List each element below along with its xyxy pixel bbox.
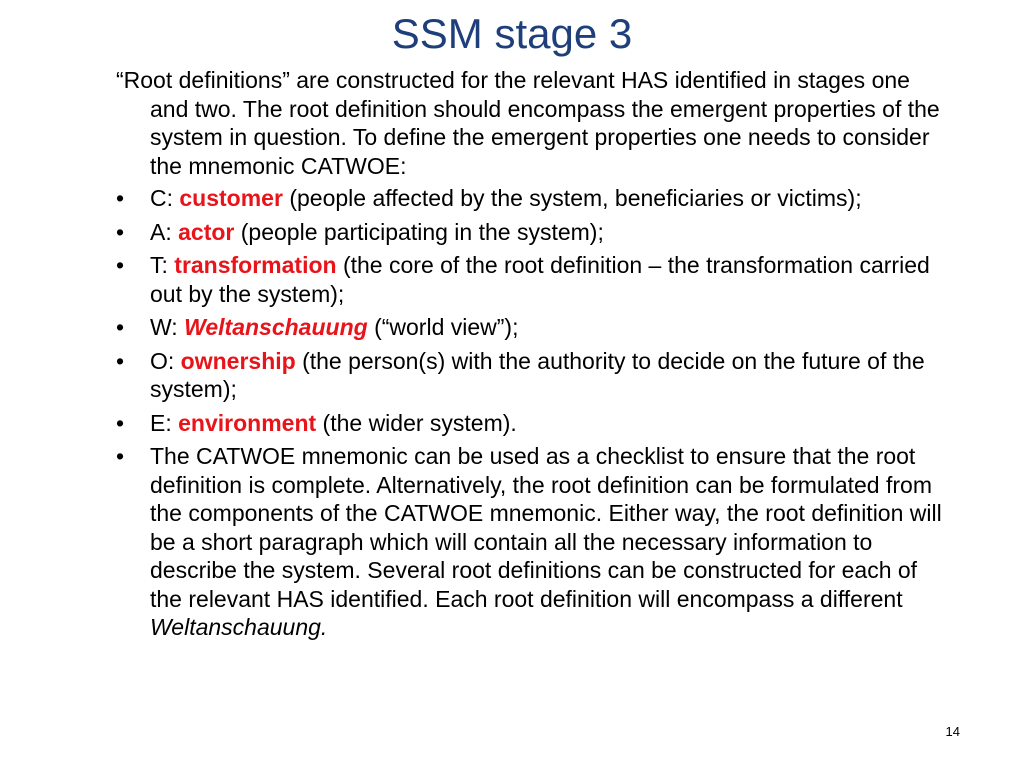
bullet-icon: • <box>116 347 125 374</box>
bullet-ownership <box>116 347 946 404</box>
bullet-prefix: T: <box>150 252 175 278</box>
bullet-environment <box>116 409 946 438</box>
keyword-weltanschauung: Weltanschauung <box>184 314 368 340</box>
keyword-actor: actor <box>178 218 235 245</box>
bullet-description: (the core of the root definition – the transformation carried out by the system); <box>150 252 930 307</box>
closing-text: The CATWOE mnemonic can be used as a checklist to ensure that the root definition is complete. Alternatively, the root definition can be formulated from the components of the CATWOE mnemonic. Either way, the root definition will be a short paragraph which will contain all the necessary information to describe the system. Several root definitions can be constructed for each of the relevant HAS identified. Each root definition will encompass a different <box>150 443 942 612</box>
intro-paragraph: “Root definitions” are constructed for the relevant HAS identified in stages one and two. The root definition should encompass the emergent properties of the system in question. To define the emergent properties one needs to consider the mnemonic CATWOE: <box>116 67 940 179</box>
bullet-customer <box>116 184 946 213</box>
page-number: 14 <box>945 724 960 739</box>
bullet-prefix: C: <box>150 185 180 211</box>
bullet-closing-paragraph <box>116 442 946 642</box>
bullet-description: (“world view”); <box>367 314 519 340</box>
closing-italic-term: Weltanschauung. <box>150 614 328 640</box>
bullet-description: (the person(s) with the authority to decide on the future of the system); <box>150 347 925 402</box>
catwoe-list <box>116 184 946 642</box>
keyword-environment: environment <box>178 409 317 436</box>
bullet-icon: • <box>116 409 125 436</box>
bullet-description: (people participating in the system); <box>234 218 604 245</box>
keyword-transformation: transformation <box>174 252 337 278</box>
bullet-weltanschauung <box>116 313 946 342</box>
keyword-ownership: ownership <box>180 347 296 374</box>
bullet-icon: • <box>116 185 125 211</box>
bullet-prefix: O: <box>150 347 181 374</box>
bullet-icon: • <box>116 443 125 469</box>
slide-body <box>116 66 946 647</box>
bullet-icon: • <box>116 252 125 278</box>
bullet-prefix: E: <box>150 409 179 436</box>
slide-title: SSM stage 3 <box>391 10 633 57</box>
bullet-prefix: A: <box>150 218 179 245</box>
bullet-prefix: W: <box>150 314 185 340</box>
keyword-customer: customer <box>179 185 283 211</box>
bullet-description: (people affected by the system, beneficiaries or victims); <box>282 185 862 211</box>
bullet-icon: • <box>116 314 125 340</box>
bullet-description: (the wider system). <box>316 409 517 436</box>
bullet-actor <box>116 218 946 247</box>
bullet-transformation <box>116 251 946 308</box>
bullet-icon: • <box>116 218 125 245</box>
